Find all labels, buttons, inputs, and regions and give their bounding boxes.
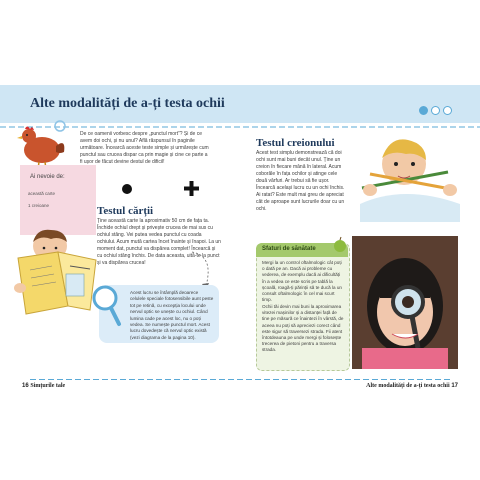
boy-pencil-illustration <box>352 134 470 222</box>
book-test-text: Ține această carte la aproximativ 50 cm de fața ta. Închide ochiul drept și privește crucea de mai sus cu ochiul stâng. Vei putea vedea punctul cu coada ochiului. Acum mută cartea încet înainte și înapoi. La un moment dat, punctul va dispărea complet! Încearcă și cu ochiul stâng închis. De data aceasta, uită-te la punct și va dispărea crucea! <box>97 218 221 266</box>
book-test-title: Testul cărții <box>97 205 154 217</box>
footer-left <box>22 383 65 389</box>
boy-reading-illustration <box>10 228 102 316</box>
girl-magnifier-image <box>352 236 458 369</box>
girl-photo <box>352 236 458 369</box>
health-tips-title: Sfaturi de sănătate <box>262 246 316 252</box>
apple-icon <box>332 236 348 252</box>
pencil-test-text: Acest test simplu demonstrează că doi ochi sunt mai buni decât unul. Ține un creion în fiecare mână în lateral. Acum coborăle în fața ochilor și atinge cele două vârfuri. Ar trebui să fie ușor. Încearcă același lucru cu un ochi închis. Ai ratat? Este mult mai greu de apreciat căt de aproape sunt lucrurile doar cu un ochi. <box>256 150 345 212</box>
left-page-number: 16 <box>22 383 29 389</box>
footer-band <box>30 378 450 381</box>
needs-box <box>20 165 96 235</box>
right-running-head: Alte modalități de a-ți testa ochii <box>366 383 450 389</box>
right-page-number: 17 <box>451 383 458 389</box>
needs-item-2: 1 creioane <box>28 203 50 208</box>
decor-circles <box>419 106 452 115</box>
dashed-arrow <box>188 250 218 290</box>
magnifier-icon <box>90 284 124 328</box>
pencil-test-title: Testul creionului <box>256 137 335 149</box>
test-dot <box>122 184 132 194</box>
needs-title: Ai nevoie de: <box>30 174 65 180</box>
pattern-band <box>0 124 480 130</box>
footer-right <box>366 383 458 389</box>
health-tip-2: Ochii tăi devin mai buni la aproximarea vitezei mașinilor și a distanței față de tine pe măsură ce înaintezi în vârstă, de aceea nu poți să apreciezi corect când este sigur să traversezi strada. Fii atent întotdeauna pe unde mergi și folosește trecerea de pietoni pentru a traversa strada. <box>262 304 344 353</box>
test-cross <box>184 181 199 196</box>
page-title: Alte modalități de a-ți testa ochii <box>30 96 225 111</box>
intro-text: De ce oamenii vorbesc despre „punctul mort”? Și de ce avem doi ochi, și nu unul? Află răspunsul în paginile următoare. Încearcă aceste teste simple și urmărește cum punctul sau crucea dispar ca prin magie și cine ce parte a fi ușor de făcut devine destul de dificil! <box>80 131 209 165</box>
health-tip-1: Mergi la un control oftalmologic cât poți o dată pe an. Dacă ai probleme cu vederea, de exemplu dacă ai dificultăți în a vedea ce este scris pe tablă la școală, roagă-ți părinții să te ducă la un consult oftalmologic în cel mai scurt timp. <box>262 260 342 303</box>
callout-text: Acest lucru se întâmplă deoarece celulele speciale fotosensibile aunt peste tot pe retină, cu excepția locului unde nervul optic se unește cu ochiul. Când lumina cade pe acest loc, nu o poți vedea. Se numește punctul mort. Acest lucru dovedește că nervul optic există (vezi diagrama de la pagina 10). <box>130 290 214 340</box>
needs-item-1: această carte <box>28 191 56 196</box>
left-running-head: Simțurile tale <box>30 383 66 389</box>
hen-illustration <box>14 120 68 170</box>
